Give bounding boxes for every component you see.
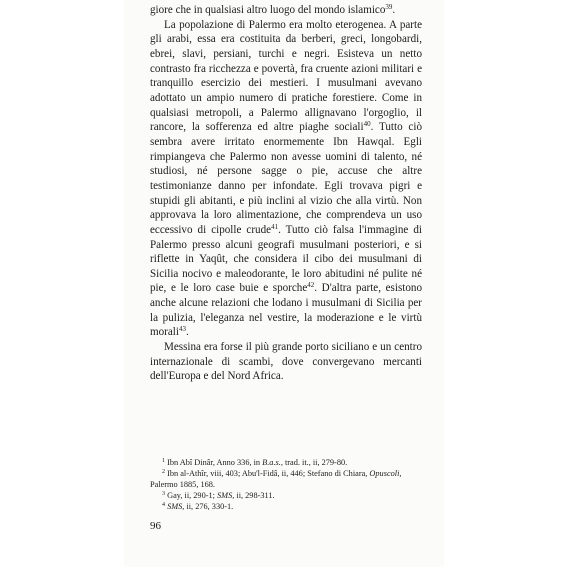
footnote-text: , Palermo 1885, 168. bbox=[150, 469, 402, 490]
footnote bbox=[150, 457, 422, 468]
footnote-number: 3 bbox=[162, 491, 165, 498]
text-run: . Tutto ciò falsa l'immagine di Palermo presso alcuni geografi musulmani posteriori, e si riflette in Yaqût, che considera il cibo dei musulmani di Sicilia nocivo e maleodorante, le loro abitudini né pulite né pie, e le loro case buie e sporche bbox=[150, 223, 423, 295]
footnote bbox=[150, 490, 422, 501]
text-run: . D'altra parte, esistono anche alcune relazioni che lodano i musulmani di Sicilia per la pulizia, l'eleganza nel vestire, la moderazione e le virtù morali bbox=[150, 282, 423, 339]
note-reference: 43 bbox=[178, 325, 186, 334]
text-run: . bbox=[185, 326, 189, 339]
paragraph-palermo bbox=[150, 18, 422, 340]
footnote-italic: SMS bbox=[167, 502, 183, 512]
footnote bbox=[150, 501, 422, 512]
note-reference: 39 bbox=[385, 3, 393, 11]
footnote-number: 1 bbox=[162, 458, 165, 464]
footnote-number: 2 bbox=[162, 469, 165, 476]
footnote-text: , ii, 298-311. bbox=[232, 491, 275, 501]
footnote-italic: SMS bbox=[217, 491, 233, 501]
paragraph-continuation bbox=[150, 3, 422, 18]
paragraph-messina: Messina era forse il più grande porto siciliano e un centro internazionale di scambi, dove convergevano mercanti dell'Europa e del Nord Africa. bbox=[150, 341, 422, 383]
footnote-number: 4 bbox=[162, 502, 165, 509]
note-reference: 41 bbox=[271, 222, 279, 231]
footnote-text: , ii, 276, 330-1. bbox=[182, 502, 234, 512]
footnotes bbox=[150, 457, 422, 512]
footnote-italic: Opuscoli bbox=[369, 469, 400, 479]
footnote-text: Ibn Abî Dinâr, Anno 336, in bbox=[167, 458, 263, 467]
footnote bbox=[150, 468, 422, 490]
footnote-text: , trad. it., ii, 279-80. bbox=[280, 458, 348, 467]
footnote-text: Ibn al-Athîr, viii, 403; Abu'l-Fidâ, ii, 446; Stefano di Chiara, bbox=[167, 469, 370, 479]
note-reference: 40 bbox=[363, 120, 371, 129]
text-run: . bbox=[392, 4, 396, 16]
page-number: 96 bbox=[150, 520, 161, 532]
text-run: La popolazione di Palermo era molto eterogenea. A parte gli arabi, essa era costituita da berberi, greci, longobardi, ebrei, slavi, persiani, turchi e negri. Esisteva un netto contrasto fra ricchezza e povertà, fra cruente azioni militari e tranquillo esercizio dei mestieri. I musulmani avevano adottato un ampio numero di pratiche forestiere. Come in qualsiasi metropoli, a Palermo allignavano l'orgoglio, il rancore, la sofferenza ed altre piaghe sociali bbox=[150, 18, 422, 134]
note-reference: 42 bbox=[307, 281, 315, 290]
main-text bbox=[150, 3, 422, 384]
footnote-italic: B.a.s. bbox=[262, 458, 281, 467]
text-run: giore che in qualsiasi altro luogo del mondo islamico bbox=[150, 4, 386, 16]
text-run: . Tutto ciò sembra avere irritato enormemente Ibn Hawqal. Egli rimpiangeva che Palermo non avesse uomini di talento, né studiosi, né persone sagge o pie, accuse che altre testimonianze danno per infondate. Egli trovava pigri e stupidi gli abitanti, e più inclini al vizio che alla virtù. Non approvava la loro alimentazione, che comprendeva un uso eccessivo di cipolle crude bbox=[150, 121, 422, 236]
footnote-text: Gay, ii, 290-1; bbox=[167, 491, 218, 501]
